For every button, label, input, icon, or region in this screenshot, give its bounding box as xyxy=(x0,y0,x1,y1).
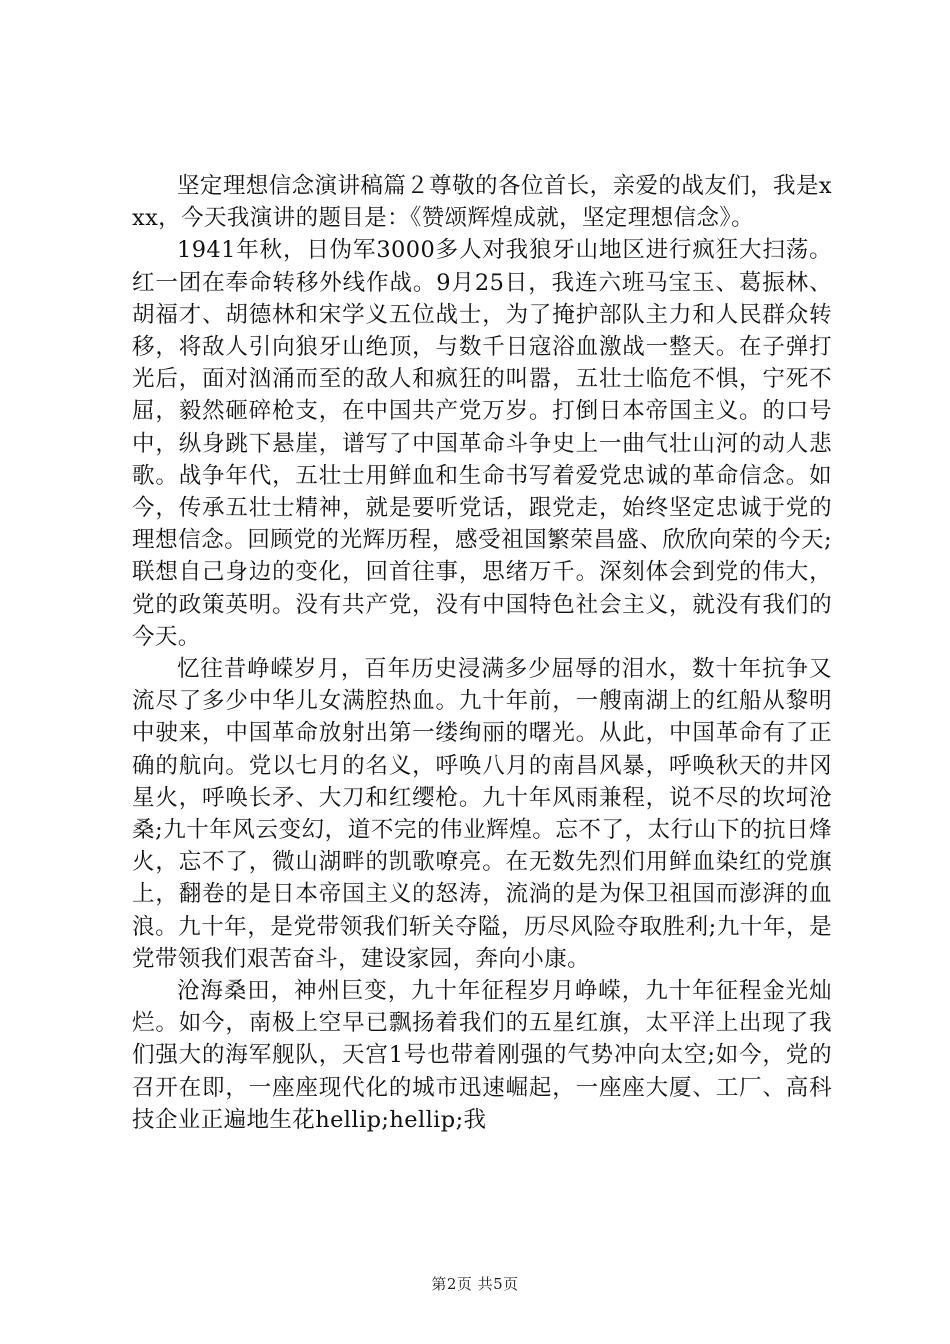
paragraph: 坚定理想信念演讲稿篇２尊敬的各位首长，亲爱的战友们，我是xxx，今天我演讲的题目是：《赞颂辉煌成就，坚定理想信念》。 xyxy=(132,173,832,232)
document-body xyxy=(132,170,832,1136)
page-number-footer: 第2页 共5页 xyxy=(431,1275,519,1293)
paragraph: 沧海桑田，神州巨变，九十年征程岁月峥嵘，九十年征程金光灿烂。如今，南极上空早已飘扬着我们的五星红旗，太平洋上出现了我们强大的海军舰队，天宫1号也带着刚强的气势冲向太空;如今，党的召开在即，一座座现代化的城市迅速崛起，一座座大厦、工厂、高科技企业正遍地生花hellip;hellip;我 xyxy=(132,978,833,1133)
paragraph: 忆往昔峥嵘岁月，百年历史浸满多少屈辱的泪水，数十年抗争又流尽了多少中华儿女满腔热血。九十年前，一艘南湖上的红船从黎明中驶来，中国革命放射出第一缕绚丽的曙光。从此，中国革命有了正确的航向。党以七月的名义，呼唤八月的南昌风暴，呼唤秋天的井冈星火，呼唤长矛、大刀和红缨枪。九十年风雨兼程，说不尽的坎坷沧桑;九十年风云变幻，道不完的伟业辉煌。忘不了，太行山下的抗日烽火，忘不了，微山湖畔的凯歌嘹亮。在无数先烈们用鲜血染红的党旗上，翻卷的是日本帝国主义的怒涛，流淌的是为保卫祖国而澎湃的血浪。九十年，是党带领我们斩关夺隘，历尽风险夺取胜利;九十年，是党带领我们艰苦奋斗，建设家园，奔向小康。 xyxy=(132,656,832,972)
paragraph: 1941年秋，日伪军3000多人对我狼牙山地区进行疯狂大扫荡。红一团在奉命转移外线作战。9月25日，我连六班马宝玉、葛振林、胡福才、胡德林和宋学义五位战士，为了掩护部队主力和人民群众转移，将敌人引向狼牙山绝顶，与数千日寇浴血激战一整天。在子弹打光后，面对汹涌而至的敌人和疯狂的叫嚣，五壮士临危不惧，宁死不屈，毅然砸碎枪支，在中国共产党万岁。打倒日本帝国主义。的口号中，纵身跳下悬崖，谱写了中国革命斗争史上一曲气壮山河的动人悲歌。战争年代，五壮士用鲜血和生命书写着爱党忠诚的革命信念。如今，传承五壮士精神，就是要听党话，跟党走，始终坚定忠诚于党的理想信念。回顾党的光辉历程，感受祖国繁荣昌盛、欣欣向荣的今天;联想自己身边的变化，回首往事，思绪万千。深刻体会到党的伟大，党的政策英明。没有共产党，没有中国特色社会主义，就没有我们的今天。 xyxy=(132,237,832,650)
